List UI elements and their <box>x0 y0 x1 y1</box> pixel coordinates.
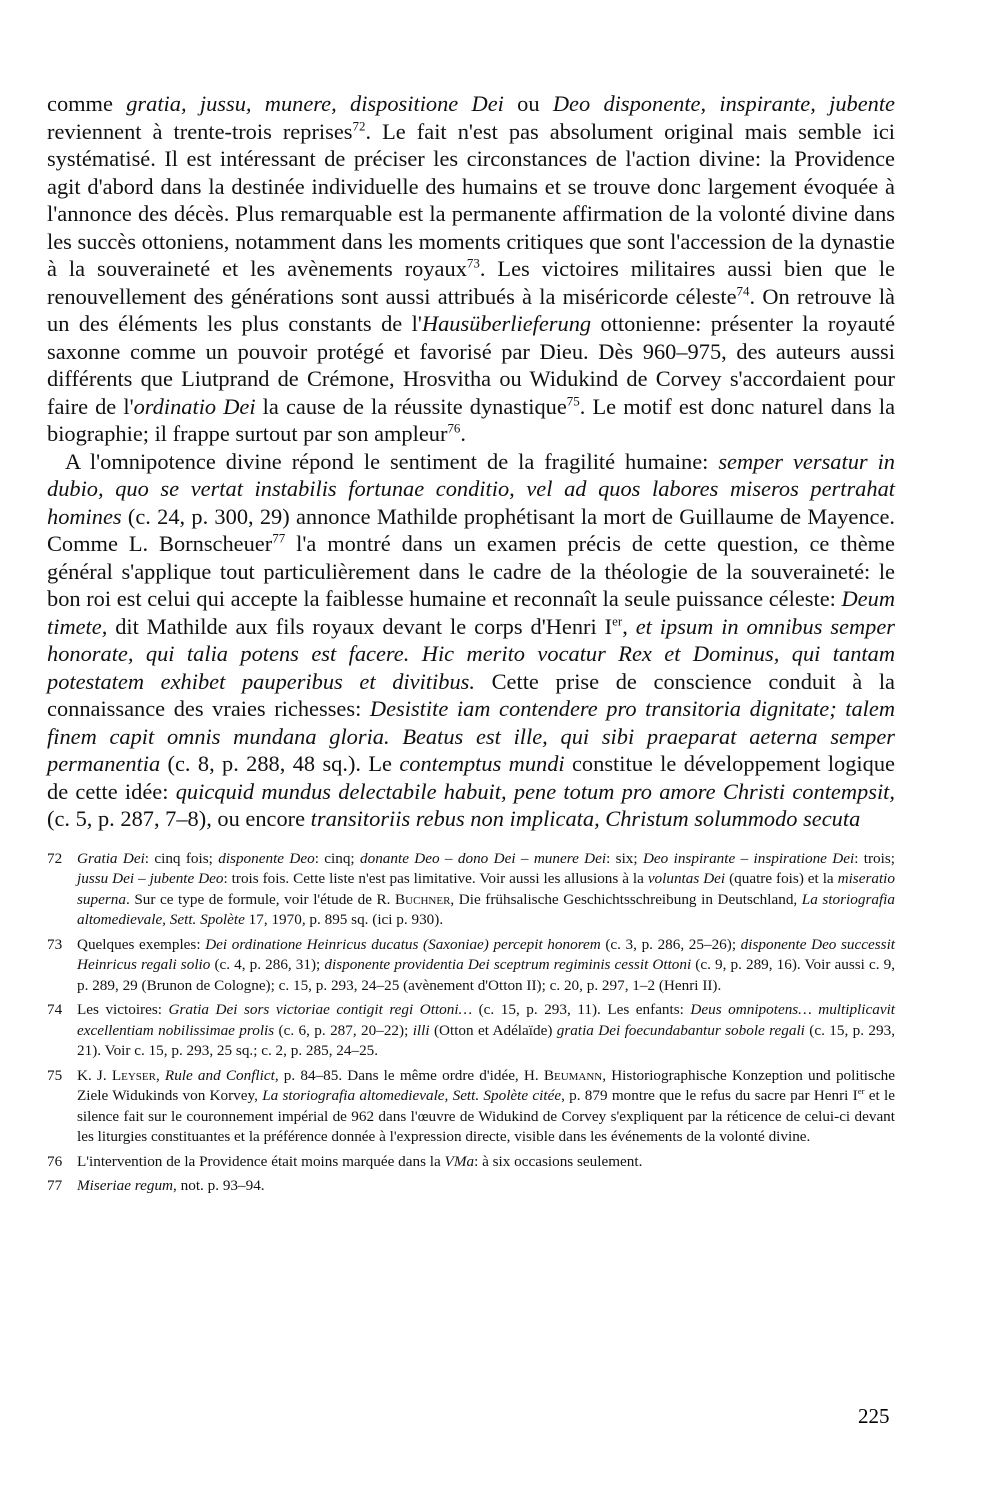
text-span: , <box>155 1066 165 1084</box>
latin-quote: gratia Dei foecundabantur sobole regali <box>556 1021 805 1039</box>
text-span: 17, 1970, p. 895 sq. (ici p. 930). <box>244 911 444 928</box>
footnote-75 <box>47 1066 895 1148</box>
text-span: ou <box>503 91 553 116</box>
latin-term: Deo inspirante – inspiratione Dei <box>642 849 855 867</box>
latin-quote: transitoriis rebus non implicata, Christum solummodo secuta <box>310 806 861 831</box>
latin-phrase: Deo disponente, inspirante, jubente <box>552 91 895 116</box>
footnote-ref-73[interactable]: 73 <box>466 255 480 271</box>
footnote-number: 74 <box>47 1001 63 1018</box>
latin-quote: et ipsum in omnibus semper honorate, qui talia potens est facere. Hic merito vocatur Rex et Dominus, qui tantam potestatem exhibet pauperibus et divitibus. <box>47 613 895 694</box>
text-span: : trois; <box>854 849 895 867</box>
text-span: (c. 24, p. 300, 29) annonce Mathilde prophétisant la mort de Guillaume de Mayence. Comme L. Bornscheuer <box>47 503 895 556</box>
text-span: (Otton et Adélaïde) <box>429 1021 557 1039</box>
text-span: , p. 84–85. Dans le même ordre d'idée, H. <box>274 1066 544 1084</box>
text-span: comme <box>47 91 127 116</box>
footnote-77 <box>47 1176 895 1197</box>
footnote-text <box>77 849 895 931</box>
author-name: Leyser <box>111 1066 156 1084</box>
body-paragraph-2 <box>47 448 895 833</box>
latin-quote: quicquid mundus delectabile habuit, pene totum pro amore Christi contempsit, <box>175 778 895 804</box>
text-span: Quelques exemples: <box>77 935 206 953</box>
text-span: : à six occasions seulement. <box>474 1152 643 1170</box>
text-span: . <box>460 421 467 446</box>
latin-quote: Deum timete, <box>47 586 895 639</box>
text-span: Les victoires: <box>77 1001 169 1018</box>
text-span: (c. 15, p. 293, 21). Voir c. 15, p. 293, 25 sq.; c. 2, p. 285, 24–25. <box>77 1021 895 1059</box>
footnote-number: 76 <box>47 1152 63 1170</box>
latin-term: contemptus mundi <box>399 751 565 776</box>
latin-term: miseratio superna <box>77 870 895 908</box>
text-span: ottonienne: présenter la royauté saxonne comme un pouvoir protégé et favorisé par Dieu. Dès 960–975, des auteurs aussi différents que Liutprand de Crémone, Hrosvitha ou Widukind de Corvey s'accordaient pour faire de l' <box>47 311 896 419</box>
footnote-72 <box>47 849 895 931</box>
text-span: dit Mathilde aux fils royaux devant le corps d'Henri I <box>107 613 613 639</box>
text-span: . Sur ce type de formule, voir l'étude de R. <box>125 890 396 908</box>
text-span: : six; <box>606 849 643 867</box>
footnote-number: 73 <box>47 935 63 953</box>
page-number: 225 <box>858 1404 890 1428</box>
publication-title: La storiografia altomedievale, Sett. Spolète <box>77 890 895 928</box>
footnote-text <box>77 935 895 997</box>
text-span: (c. 4, p. 286, 31); <box>210 956 325 973</box>
latin-quote: Deus omnipotens… multiplicavit excellentiam nobilissimae prolis <box>77 1001 896 1039</box>
ordinal-superscript: er <box>857 1085 865 1096</box>
text-span: (c. 3, p. 286, 25–26); <box>600 935 741 953</box>
footnotes-section <box>47 849 895 1197</box>
text-span: (c. 5, p. 287, 7–8), ou encore <box>47 806 311 831</box>
text-span: , Die frühsalische Geschichtsschreibung in Deutschland, <box>450 890 802 908</box>
footnote-ref-74[interactable]: 74 <box>736 283 750 299</box>
footnote-number: 77 <box>47 1177 63 1194</box>
text-span: . Le fait n'est pas absolument original mais semble ici systématisé. Il est intéressant de préciser les circonstances de l'action divine: la Providence agit d'abord dans la destinée individuelle des humains et se trouve donc largement évoquée à l'annonce des décès. Plus remarquable est la permanente affirmation de la volonté divine dans les succès ottoniens, notamment dans les moments critiques que sont l'accession de la dynastie à la souveraineté et les avènements royaux <box>47 118 895 281</box>
text-span: l'a montré dans un examen précis de cette question, ce thème général s'applique tout particulièrement dans le cadre de la théologie de la souveraineté: le bon roi est celui qui accepte la faiblesse humaine et reconnaît la seule puissance céleste: <box>47 531 896 611</box>
text-span: , <box>622 613 636 639</box>
footnote-number: 75 <box>47 1066 63 1084</box>
text-span: : trois fois. Cette liste n'est pas limitative. Voir aussi les allusions à la <box>223 870 648 887</box>
text-span: (c. 6, p. 287, 20–22); <box>274 1021 413 1039</box>
latin-term: Gratia Dei <box>77 849 145 867</box>
text-span: , Historiographische Konzeption und politische Ziele Widukinds von Korvey, <box>77 1066 895 1104</box>
publication-title: Rule and Conflict <box>164 1066 275 1084</box>
text-span: la cause de la réussite dynastique <box>255 393 567 419</box>
latin-quote: disponente providentia Dei sceptrum regiminis cessit Ottoni <box>324 956 692 973</box>
text-span: K. J. <box>77 1066 112 1084</box>
latin-phrase: gratia, jussu, munere, dispositione Dei <box>126 91 504 116</box>
latin-term: donante Deo – dono Dei – munere Dei <box>360 849 607 867</box>
text-span: (c. 8, p. 288, 48 sq.). Le <box>160 751 400 776</box>
latin-quote: Desistite iam contendere pro transitoria dignitate; talem finem capit omnis mundana gloria. Beatus est ille, qui sibi praeparat aeterna semper permanentia <box>47 696 895 776</box>
text-span: Cette prise de conscience conduit à la connaissance des vraies richesses: <box>47 668 895 721</box>
latin-quote: Dei ordinatione Heinricus ducatus (Saxoniae) percepit honorem <box>205 935 601 953</box>
latin-phrase: ordinatio Dei <box>133 393 256 419</box>
latin-quote: semper versatur in dubio, quo se vertat instabilis fortunae conditio, vel ad quos labores miseros pertrahat homines <box>47 448 895 529</box>
text-span: : cinq; <box>314 849 360 867</box>
text-span: L'intervention de la Providence était moins marquée dans la <box>77 1152 445 1170</box>
latin-quote: Gratia Dei sors victoriae contigit regi Ottoni… <box>168 1001 473 1018</box>
text-span: (c. 15, p. 293, 11). Les enfants: <box>472 1001 691 1018</box>
page-content <box>47 90 895 1201</box>
latin-term: jussu Dei – jubente Deo <box>77 870 224 887</box>
text-span: et le silence fait sur le couronnement impérial de 962 dans l'œuvre de Widukind de Corvey s'expliquent par la réticence de celui-ci devant les liturgies constituantes et la préférence donnée à l'expression directe, visible dans les événements de la volonté divine. <box>77 1087 895 1145</box>
footnote-text <box>77 1152 895 1173</box>
latin-quote: disponente Deo successit Heinricus regali solio <box>77 935 896 973</box>
text-span: constitue le développement logique de cette idée: <box>47 751 895 804</box>
text-span: , p. 879 montre que le refus du sacre par Henri I <box>561 1087 858 1104</box>
body-paragraph-1 <box>47 90 895 448</box>
footnote-ref-76[interactable]: 76 <box>447 420 461 436</box>
footnote-ref-75[interactable]: 75 <box>566 393 580 409</box>
text-span: A l'omnipotence divine répond le sentiment de la fragilité humaine: <box>65 448 719 474</box>
latin-quote: illi <box>412 1021 430 1039</box>
abbreviation: VMa <box>444 1152 475 1170</box>
publication-title: La storiografia altomedievale, Sett. Spolète citée <box>262 1087 562 1104</box>
author-name: Buchner <box>395 890 451 908</box>
footnote-text <box>77 1066 895 1148</box>
text-span: . On retrouve là un des éléments les plus constants de l' <box>47 283 895 336</box>
german-term: Hausüberlieferung <box>421 311 592 336</box>
footnote-74 <box>47 1000 895 1062</box>
footnote-73 <box>47 935 895 997</box>
ordinal-superscript: er <box>612 613 623 629</box>
text-span: : cinq fois; <box>144 849 219 867</box>
publication-title: Miseriae regum <box>77 1177 174 1194</box>
footnote-76 <box>47 1152 895 1173</box>
latin-term: voluntas Dei <box>647 870 726 887</box>
footnote-number: 72 <box>47 849 63 867</box>
text-span: reviennent à trente-trois reprises <box>47 118 353 144</box>
footnote-ref-72[interactable]: 72 <box>352 118 366 134</box>
text-span: . Le motif est donc naturel dans la biographie; il frappe surtout par son ampleur <box>47 393 896 446</box>
footnote-ref-77[interactable]: 77 <box>272 530 286 546</box>
text-span: (c. 9, p. 289, 16). Voir aussi c. 9, p. 289, 29 (Brunon de Cologne); c. 15, p. 293, 24–25 (avènement d'Otton II); c. 20, p. 297, 1–2 (Henri II). <box>77 956 896 994</box>
text-span: (quatre fois) et la <box>725 870 838 887</box>
text-span: , not. p. 93–94. <box>173 1177 265 1194</box>
author-name: Beumann <box>543 1066 603 1084</box>
text-span: . Les victoires militaires aussi bien que le renouvellement des générations sont aussi attribués à la miséricorde céleste <box>47 256 895 309</box>
footnote-text <box>77 1000 895 1062</box>
latin-term: disponente Deo <box>218 849 315 867</box>
footnote-text <box>77 1176 895 1197</box>
